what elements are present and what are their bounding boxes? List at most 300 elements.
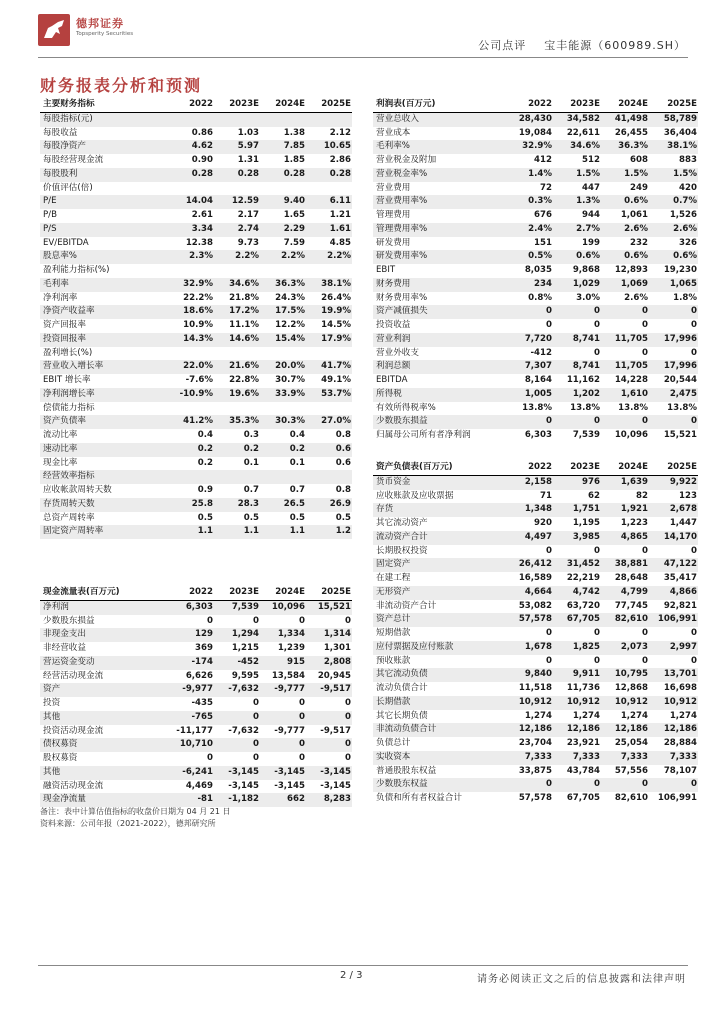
cell-value: 35.3%: [229, 416, 259, 427]
row-label: 债权募资: [43, 739, 78, 750]
cell-value: 11,705: [614, 361, 648, 372]
cell-value: 0.1: [243, 457, 259, 468]
cell-value: 2.2%: [235, 251, 259, 262]
cell-value: 14.3%: [183, 333, 213, 344]
cell-value: 0: [253, 698, 259, 708]
cell-value: 23,921: [566, 738, 600, 748]
cell-value: 0.3%: [528, 196, 552, 207]
row-label: 少数股东损益: [376, 416, 428, 427]
cell-value: 1,274: [669, 710, 697, 721]
table-row: [40, 374, 352, 388]
table-row: [373, 305, 698, 319]
table-row: [40, 415, 352, 429]
row-label: 每股指标(元): [43, 113, 93, 124]
cell-value: 36.3%: [275, 278, 305, 289]
cell-value: 13.8%: [667, 402, 697, 413]
cell-value: 1,678: [524, 641, 552, 652]
cell-value: 0: [691, 320, 697, 330]
row-label: 融资活动现金流: [43, 780, 104, 791]
cell-value: 0: [546, 320, 552, 330]
table-row: [373, 710, 698, 724]
row-label: 货币资金: [376, 476, 411, 487]
table-row: [373, 264, 698, 278]
cell-value: 944: [582, 210, 600, 220]
cell-value: 7.59: [283, 237, 305, 248]
cell-value: 47,122: [663, 559, 697, 570]
cell-value: -9,777: [274, 684, 305, 695]
row-label: 少数股东损益: [43, 615, 95, 626]
cell-value: 15,521: [317, 601, 351, 612]
cell-value: [214, 182, 260, 196]
cell-value: 0: [642, 779, 648, 790]
cell-value: 41.2%: [183, 416, 213, 427]
cell-value: 0.28: [329, 168, 351, 179]
cell-value: [214, 264, 260, 278]
cell-value: 2.6%: [673, 223, 697, 234]
cell-value: 2.2%: [327, 251, 351, 262]
row-label: 负债和所有者权益合计: [376, 793, 462, 803]
cell-value: 19,084: [518, 127, 552, 138]
row-label: 存货: [376, 504, 394, 515]
table-row: [373, 333, 698, 347]
cell-value: 0: [594, 655, 600, 666]
cell-value: [306, 470, 352, 484]
cell-value: 2.7%: [576, 223, 600, 234]
row-label: 总资产周转率: [43, 512, 95, 523]
cell-value: 0.8%: [528, 292, 552, 303]
table-row: [373, 655, 698, 669]
table-row: [373, 209, 698, 223]
row-label: 资产: [43, 684, 61, 695]
balance-sheet-table: [373, 461, 698, 806]
cell-value: 0.8: [335, 430, 351, 440]
cell-value: 28,884: [663, 738, 697, 748]
cell-value: 41.7%: [321, 361, 351, 372]
year-header: 2022: [168, 98, 214, 112]
cell-value: 0: [594, 545, 600, 556]
cell-value: 1.85: [283, 155, 305, 165]
cell-value: 82: [636, 490, 648, 501]
year-header: 2023E: [553, 98, 601, 112]
row-label: 盈利能力指标(%): [43, 265, 110, 275]
cell-value: 1,195: [572, 518, 600, 528]
row-label: 长期股权投资: [376, 545, 428, 556]
cell-value: 4,469: [185, 780, 213, 791]
cell-value: 0: [299, 753, 305, 763]
cell-value: 82,610: [614, 793, 648, 803]
table-row: [40, 725, 352, 739]
cell-value: 21.6%: [229, 361, 259, 372]
table-header-row: [40, 586, 352, 600]
row-label: 少数股东权益: [376, 779, 428, 790]
cell-value: 13,584: [271, 670, 305, 681]
cell-value: 15.4%: [275, 333, 305, 344]
cell-value: [214, 112, 260, 126]
cell-value: 31,452: [566, 559, 600, 570]
cell-value: [260, 182, 306, 196]
row-label: 营业外收支: [376, 347, 419, 358]
cell-value: 63,720: [566, 600, 600, 611]
cell-value: 0.4: [197, 430, 213, 440]
cell-value: 20,945: [317, 670, 351, 681]
table-row: [373, 600, 698, 614]
cell-value: 26.9: [329, 498, 351, 509]
cell-value: 1,294: [231, 629, 259, 640]
cell-value: 34,582: [566, 113, 600, 124]
row-label: 投资: [43, 698, 61, 708]
row-label: EBIT 增长率: [43, 375, 91, 385]
cell-value: 24.3%: [275, 292, 305, 303]
cell-value: 0.7: [289, 485, 305, 495]
cell-value: 7.85: [283, 141, 305, 152]
cell-value: -412: [530, 347, 552, 358]
table-row: [40, 470, 352, 484]
cell-value: 13,701: [663, 669, 697, 680]
cell-value: -9,977: [182, 684, 213, 695]
row-label: 每股收益: [43, 127, 78, 138]
row-label: 其它流动资产: [376, 518, 428, 528]
table-row: [40, 292, 352, 306]
income-statement-table: [373, 98, 698, 443]
row-label: 资产负债率: [43, 416, 86, 427]
cell-value: 2,808: [323, 656, 351, 667]
cell-value: 10,912: [663, 696, 697, 707]
cell-value: 0.7%: [673, 196, 697, 207]
table-row: [40, 140, 352, 154]
cell-value: 9,595: [231, 670, 259, 681]
row-label: 投资收益: [376, 320, 411, 330]
table-row: [40, 402, 352, 416]
cell-value: 17.9%: [321, 333, 351, 344]
cell-value: 0.8: [335, 485, 351, 495]
year-header: 2025E: [306, 586, 352, 600]
cell-value: 1,447: [669, 518, 697, 528]
cell-value: 3,985: [572, 531, 600, 542]
cell-value: 57,578: [518, 614, 552, 625]
cell-value: [168, 182, 214, 196]
row-label: 偿债能力指标: [43, 402, 95, 413]
cell-value: 58,789: [663, 113, 697, 124]
cell-value: 67,705: [566, 793, 600, 803]
cell-value: 38.1%: [321, 278, 351, 289]
cell-value: 1,029: [572, 278, 600, 289]
table-row: [40, 525, 352, 539]
row-label: 应付票据及应付账款: [376, 641, 454, 652]
table-header-row: [373, 461, 698, 475]
cell-value: 3.0%: [576, 292, 600, 303]
cell-value: -174: [191, 656, 213, 667]
cell-value: -1,182: [228, 794, 259, 805]
cell-value: 9,922: [669, 476, 697, 487]
cell-value: 22.0%: [183, 361, 213, 372]
cell-value: 15,521: [663, 430, 697, 440]
cell-value: 1,334: [277, 629, 305, 640]
cell-value: 10,096: [614, 430, 648, 440]
cell-value: [306, 347, 352, 361]
cell-value: 4,742: [572, 586, 600, 597]
table-row: [40, 154, 352, 168]
cell-value: [306, 182, 352, 196]
cell-value: 12.38: [185, 237, 213, 248]
cell-value: 57,556: [614, 765, 648, 776]
cell-value: 1,274: [524, 710, 552, 721]
cell-value: 4,664: [524, 586, 552, 597]
cell-value: 1.1: [289, 526, 305, 537]
table-row: [373, 388, 698, 402]
cell-value: 4.62: [191, 141, 213, 152]
row-label: EBIT: [376, 265, 396, 275]
cell-value: 326: [679, 237, 697, 248]
cell-value: 6,303: [524, 430, 552, 440]
cell-value: 2.3%: [189, 251, 213, 262]
cell-value: 106,991: [657, 614, 697, 625]
cell-value: 0: [253, 753, 259, 763]
cell-value: 11,162: [566, 375, 600, 385]
table-row: [373, 360, 698, 374]
cell-value: -3,145: [274, 780, 305, 791]
row-label: 资产回报率: [43, 320, 86, 330]
cell-value: 0: [207, 753, 213, 763]
row-label: 无形资产: [376, 586, 411, 597]
row-label: 管理费用率%: [376, 223, 428, 234]
row-label: 其他: [43, 766, 61, 777]
year-header: 2024E: [260, 586, 306, 600]
cell-value: 11,518: [518, 683, 552, 693]
cell-value: 1,825: [572, 641, 600, 652]
row-label: 经营效率指标: [43, 471, 95, 482]
cell-value: [260, 470, 306, 484]
table-row: [40, 429, 352, 443]
cell-value: 19,230: [663, 265, 697, 275]
row-label: 非流动资产合计: [376, 600, 437, 611]
row-label: 财务费用率%: [376, 292, 428, 303]
cell-value: 0: [691, 416, 697, 427]
cell-value: 22,219: [566, 573, 600, 583]
cell-value: 0.4: [289, 430, 305, 440]
table-row: [373, 792, 698, 806]
cell-value: 1,751: [572, 504, 600, 515]
row-label: 存货周转天数: [43, 498, 95, 509]
cell-value: 25.8: [191, 498, 213, 509]
cell-value: [214, 402, 260, 416]
table-row: [40, 766, 352, 780]
row-label: 应收账款及应收票据: [376, 490, 454, 501]
cell-value: 0.2: [243, 443, 259, 454]
cell-value: -10.9%: [179, 388, 213, 399]
cell-value: 2.61: [191, 210, 213, 220]
cell-value: 49.1%: [321, 375, 351, 385]
cell-value: [168, 112, 214, 126]
cash-flow-table: [40, 586, 352, 807]
cell-value: 41,498: [614, 113, 648, 124]
cell-value: 1.5%: [576, 168, 600, 179]
table-row: [373, 586, 698, 600]
cell-value: 249: [630, 182, 648, 193]
cell-value: 1,215: [231, 643, 259, 653]
row-label: 资产减值损失: [376, 306, 428, 317]
cell-value: 28,648: [614, 573, 648, 583]
cell-value: 1.31: [237, 155, 259, 165]
cell-value: 2.2%: [281, 251, 305, 262]
table-row: [373, 682, 698, 696]
row-label: 营业利润: [376, 333, 411, 344]
report-info: [478, 37, 686, 53]
row-label: 净利润率: [43, 292, 78, 303]
table-row: [40, 333, 352, 347]
table-row: [373, 641, 698, 655]
cell-value: 12,186: [566, 724, 600, 735]
cell-value: 43,784: [566, 765, 600, 776]
cell-value: 0.6: [335, 457, 351, 468]
cell-value: 11,736: [566, 683, 600, 693]
row-label: 股权募资: [43, 753, 78, 763]
company-name: 宝丰能源（600989.SH）: [544, 39, 686, 52]
row-label: 营业总收入: [376, 113, 419, 124]
cell-value: 2.86: [329, 155, 351, 165]
cell-value: 1.3%: [576, 196, 600, 207]
table-row: [40, 457, 352, 471]
cell-value: 38.1%: [667, 141, 697, 152]
cell-value: 0.5: [197, 512, 213, 523]
cell-value: 0: [345, 753, 351, 763]
row-label: 实收资本: [376, 751, 411, 762]
cell-value: 0: [299, 739, 305, 750]
table-row: [373, 737, 698, 751]
cell-value: 6,626: [185, 670, 213, 681]
logo-english-name: Topsperity Securities: [76, 31, 134, 37]
cell-value: 20,544: [663, 375, 697, 385]
cell-value: 0: [299, 711, 305, 722]
cell-value: 1,065: [669, 278, 697, 289]
table-row: [40, 738, 352, 752]
row-label: 投资回报率: [43, 333, 86, 344]
row-label: 每股净资产: [43, 141, 86, 152]
cell-value: 0: [691, 306, 697, 317]
table-row: [40, 319, 352, 333]
cell-value: 78,107: [663, 765, 697, 776]
table-header-row: [373, 98, 698, 112]
cell-value: -3,145: [274, 766, 305, 777]
cell-value: 0: [594, 779, 600, 790]
cell-value: 10,795: [614, 669, 648, 680]
cell-value: 0.2: [197, 457, 213, 468]
cell-value: 22.2%: [183, 292, 213, 303]
cell-value: 1.65: [283, 210, 305, 220]
cell-value: 9,840: [524, 669, 552, 680]
table-row: [40, 600, 352, 614]
cell-value: 1.8%: [673, 292, 697, 303]
cell-value: 1.21: [329, 210, 351, 220]
table-row: [373, 490, 698, 504]
cell-value: 67,705: [566, 614, 600, 625]
cell-value: 0.6%: [673, 251, 697, 262]
table-row: [373, 545, 698, 559]
cell-value: 2.74: [237, 223, 259, 234]
cell-value: 36.3%: [618, 141, 648, 152]
year-header: 2024E: [260, 98, 306, 112]
cell-value: -435: [191, 698, 213, 708]
cell-value: 0: [691, 545, 697, 556]
cell-value: 1.61: [329, 223, 351, 234]
table-title: 利润表(百万元): [373, 98, 505, 112]
cell-value: 30.7%: [275, 375, 305, 385]
row-label: 普通股股东权益: [376, 765, 437, 776]
table-row: [40, 195, 352, 209]
year-header: 2023E: [553, 461, 601, 475]
cell-value: -9,517: [320, 684, 351, 695]
cell-value: 0.6: [335, 443, 351, 454]
cell-value: 0.5: [243, 512, 259, 523]
row-label: 营业税金及附加: [376, 155, 437, 165]
row-label: 短期借款: [376, 628, 411, 638]
cell-value: 14.6%: [229, 333, 259, 344]
row-label: 管理费用: [376, 210, 411, 220]
cell-value: 22.8%: [229, 375, 259, 385]
cell-value: 0: [207, 615, 213, 626]
cell-value: 32.9%: [522, 141, 552, 152]
row-label: 毛利率: [43, 278, 69, 289]
table-row: [373, 112, 698, 126]
cell-value: 1,069: [620, 278, 648, 289]
table-row: [373, 168, 698, 182]
cell-value: 0.5: [289, 512, 305, 523]
cell-value: 35,417: [663, 573, 697, 583]
cell-value: 412: [534, 155, 552, 165]
cell-value: 17,996: [663, 361, 697, 372]
table-row: [373, 531, 698, 545]
table-row: [40, 656, 352, 670]
cell-value: 53,082: [518, 600, 552, 611]
table-title: 现金流量表(百万元): [40, 586, 168, 600]
cell-value: 6.11: [329, 196, 351, 207]
row-label: 应收帐款周转天数: [43, 485, 112, 495]
cell-value: 512: [582, 155, 600, 165]
cell-value: 36,404: [663, 127, 697, 138]
cell-value: [306, 402, 352, 416]
cell-value: [260, 264, 306, 278]
table-row: [40, 793, 352, 807]
cell-value: 4,497: [524, 531, 552, 542]
table-row: [40, 642, 352, 656]
cell-value: 0.6%: [624, 196, 648, 207]
disclaimer: 请务必阅读正文之后的信息披露和法律声明: [477, 974, 686, 985]
row-label: 营业收入增长率: [43, 361, 104, 372]
row-label: 预收账款: [376, 655, 411, 666]
cell-value: 0.2: [197, 443, 213, 454]
cell-value: 18.6%: [183, 306, 213, 317]
cell-value: 26.5: [283, 498, 305, 509]
row-label: 流动资产合计: [376, 531, 428, 542]
cell-value: 0: [253, 739, 259, 750]
row-label: 营运资金变动: [43, 656, 95, 667]
row-label: 研发费用: [376, 237, 411, 248]
cell-value: 9,868: [572, 265, 600, 275]
cell-value: 9,911: [572, 669, 600, 680]
year-header: 2024E: [601, 98, 649, 112]
cell-value: -9,517: [320, 725, 351, 736]
cell-value: 8,035: [524, 265, 552, 275]
row-label: 每股股利: [43, 168, 78, 179]
year-header: 2024E: [601, 461, 649, 475]
cell-value: 1,005: [524, 388, 552, 399]
cell-value: 915: [287, 656, 305, 667]
row-label: 流动比率: [43, 430, 78, 440]
cell-value: 447: [582, 182, 600, 193]
cell-value: 1,274: [572, 710, 600, 721]
table-row: [373, 278, 698, 292]
cell-value: 234: [534, 278, 552, 289]
cell-value: [306, 264, 352, 278]
